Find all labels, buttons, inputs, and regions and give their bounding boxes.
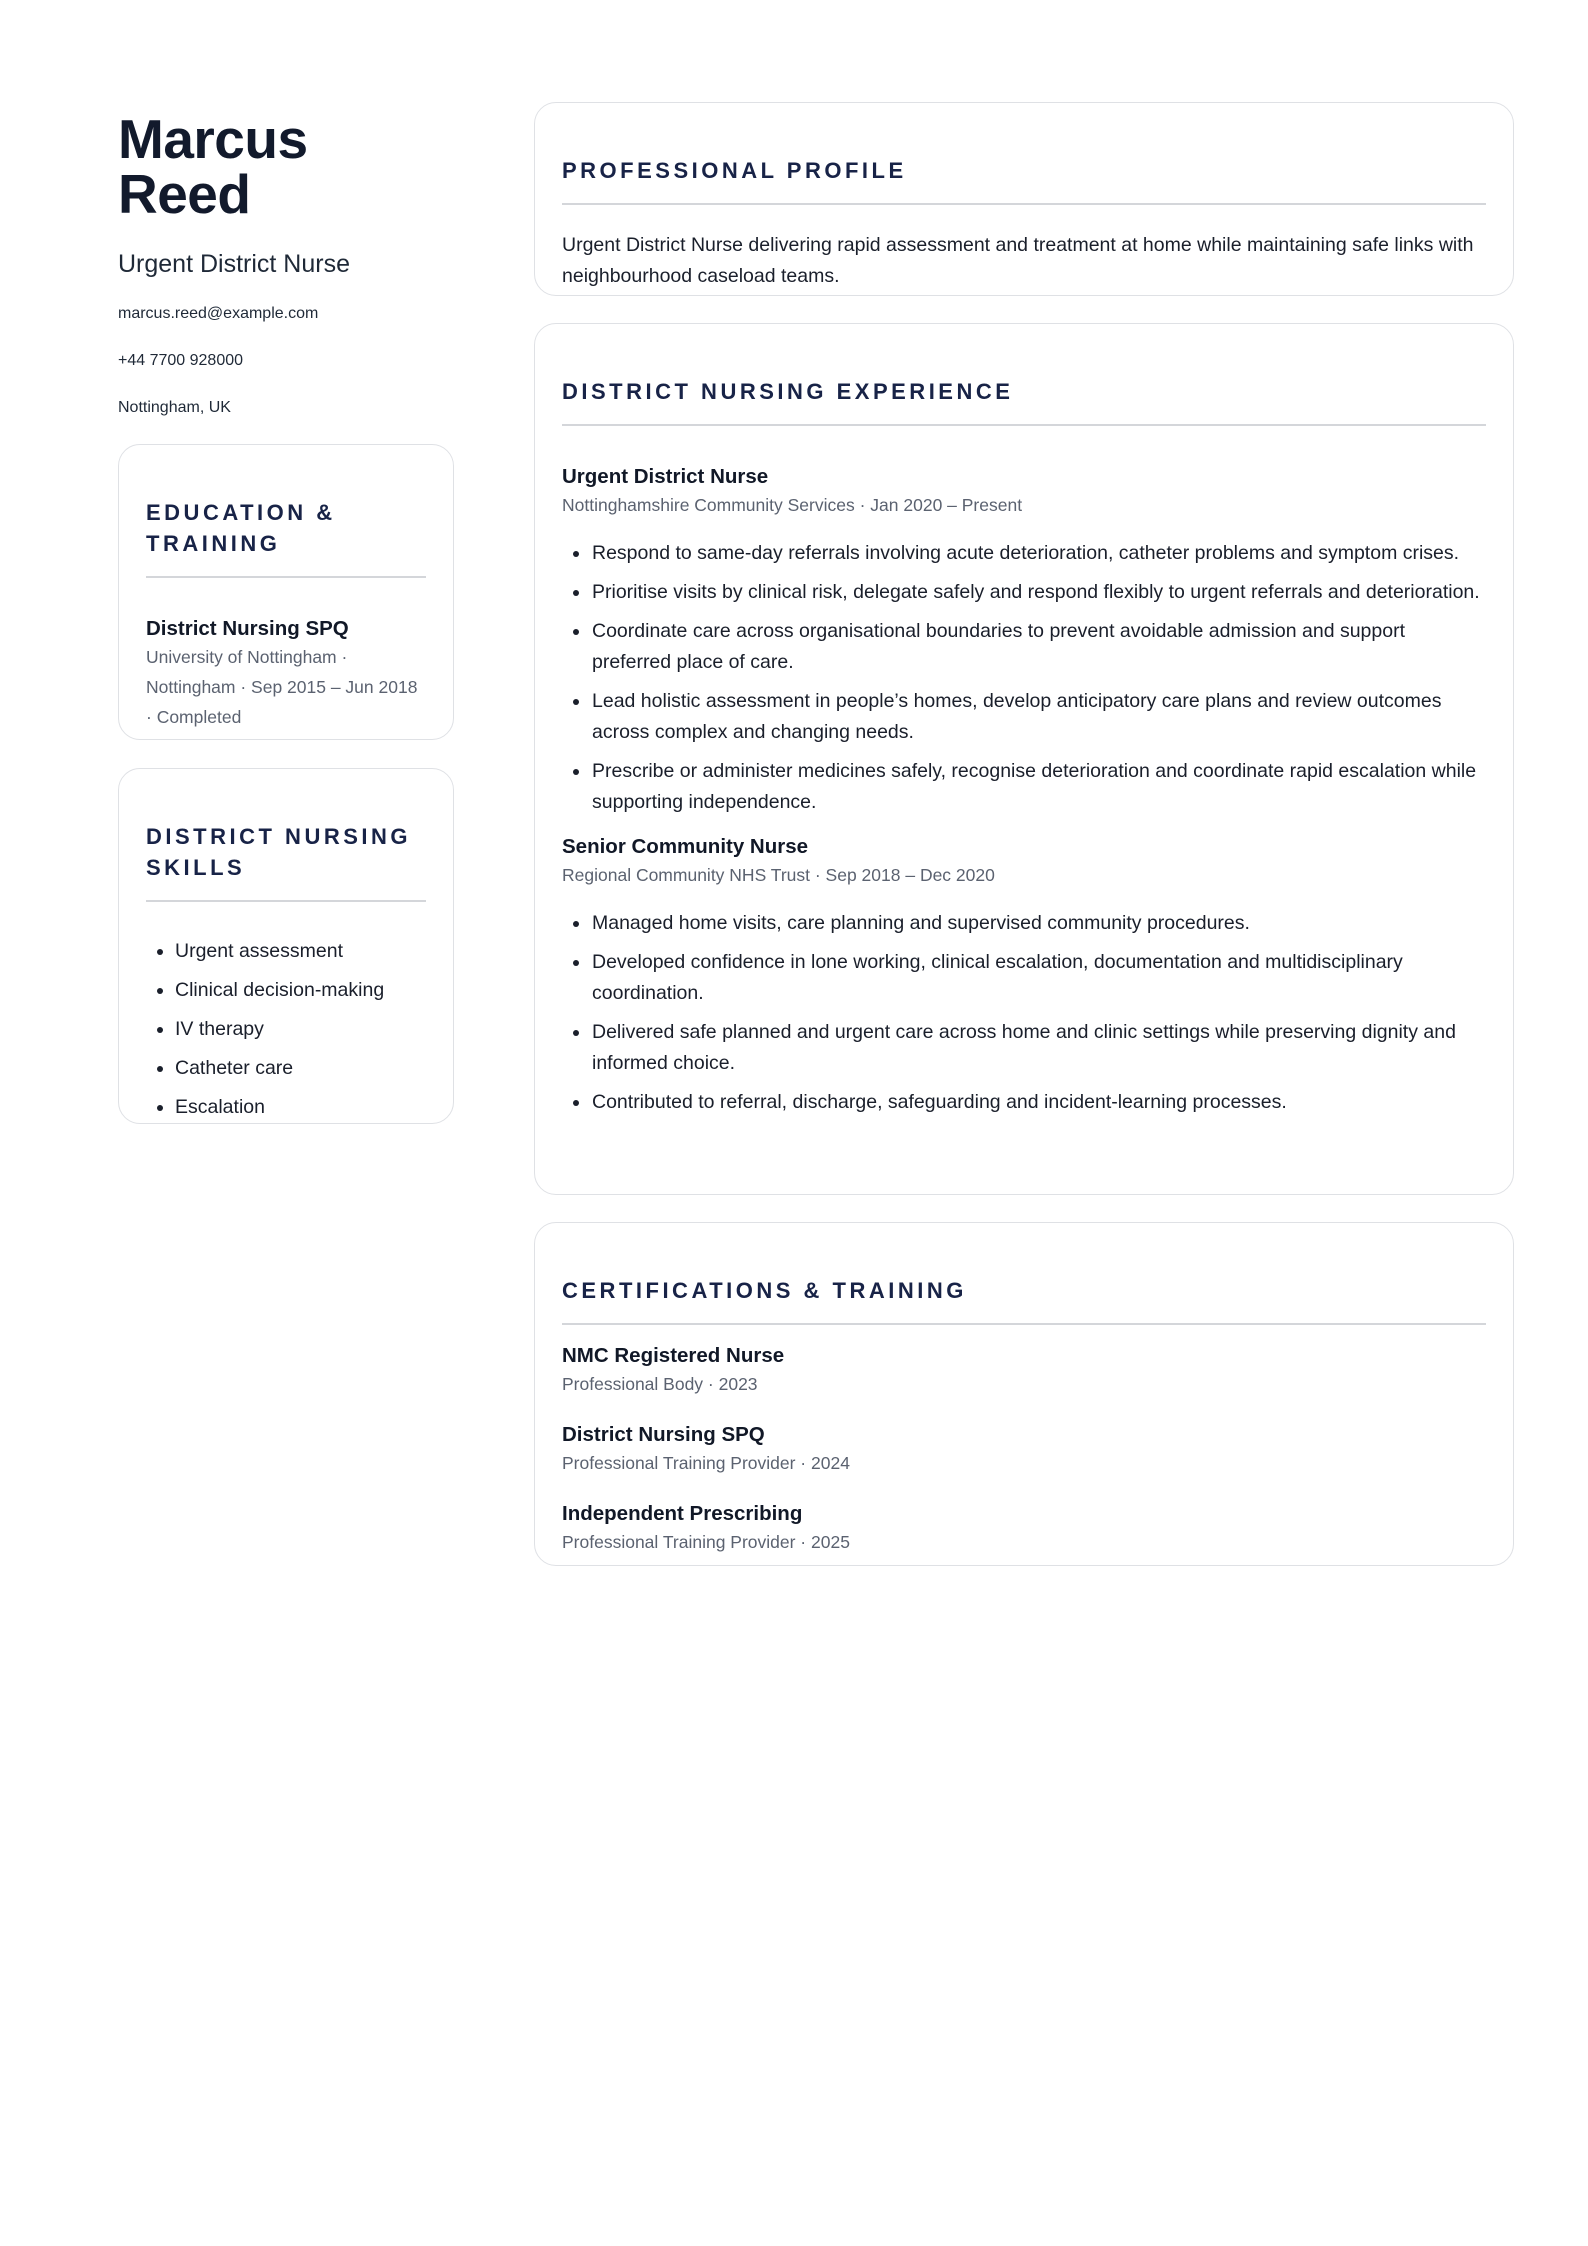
section-divider	[562, 424, 1486, 426]
skill-item: • IV therapy	[175, 1014, 426, 1045]
person-name: Marcus Reed	[118, 108, 308, 225]
location-text: Nottingham, UK	[118, 399, 231, 416]
certification-meta: Professional Training Provider · 2025	[562, 1532, 850, 1552]
section-divider	[562, 1323, 1486, 1325]
job-bullet: • Coordinate care across organisational boundaries to prevent avoidable admission and support preferred place of care.	[591, 616, 1486, 678]
experience-heading: DISTRICT NURSING EXPERIENCE	[562, 379, 1014, 404]
skill-item: • Urgent assessment	[175, 936, 426, 967]
job-title: Urgent District Nurse	[562, 465, 769, 488]
phone-text: +44 7700 928000	[118, 352, 244, 369]
skills-list	[146, 936, 426, 1123]
certification-item	[562, 1422, 1486, 1478]
skill-item: • Escalation	[175, 1092, 426, 1123]
job-title: Senior Community Nurse	[562, 835, 809, 858]
job-title: Urgent District Nurse	[118, 250, 350, 278]
job-bullets	[562, 538, 1486, 818]
job-meta: Regional Community NHS Trust · Sep 2018 – Dec 2020	[562, 865, 995, 885]
certification-meta: Professional Body · 2023	[562, 1374, 758, 1394]
job-meta: Nottinghamshire Community Services · Jan 2020 – Present	[562, 495, 1023, 515]
job-bullet: • Delivered safe planned and urgent care across home and clinic settings while preserving dignity and informed choice.	[591, 1017, 1486, 1079]
education-heading: EDUCATION & TRAINING	[146, 500, 336, 556]
skills-heading: DISTRICT NURSING SKILLS	[146, 824, 411, 880]
certification-item	[562, 1501, 1486, 1557]
job-entry	[562, 464, 1486, 818]
section-divider	[146, 576, 426, 578]
certifications-heading: CERTIFICATIONS & TRAINING	[562, 1278, 967, 1303]
profile-card	[534, 102, 1514, 296]
job-entry	[562, 834, 1486, 1118]
skill-item: • Catheter care	[175, 1053, 426, 1084]
education-title: District Nursing SPQ	[146, 617, 349, 640]
certification-title: NMC Registered Nurse	[562, 1344, 785, 1367]
section-divider	[146, 900, 426, 902]
certification-meta: Professional Training Provider · 2024	[562, 1453, 850, 1473]
education-entry	[146, 616, 426, 732]
certification-title: Independent Prescribing	[562, 1502, 803, 1525]
certification-title: District Nursing SPQ	[562, 1423, 765, 1446]
job-bullet: • Contributed to referral, discharge, safeguarding and incident-learning processes.	[591, 1087, 1486, 1118]
sidebar	[118, 100, 452, 446]
certification-item	[562, 1343, 1486, 1399]
education-card	[118, 444, 454, 740]
experience-card	[534, 323, 1514, 1195]
skills-card	[118, 768, 454, 1124]
job-bullet: • Managed home visits, care planning and supervised community procedures.	[591, 908, 1486, 939]
job-bullet: • Respond to same-day referrals involving acute deterioration, catheter problems and symptom crises.	[591, 538, 1486, 569]
certifications-card	[534, 1222, 1514, 1566]
email-text: marcus.reed@example.com	[118, 305, 319, 322]
job-bullet: • Developed confidence in lone working, clinical escalation, documentation and multidisciplinary coordination.	[591, 947, 1486, 1009]
job-bullet: • Prescribe or administer medicines safely, recognise deterioration and coordinate rapid escalation while supporting independence.	[591, 756, 1486, 818]
contact-info	[118, 305, 452, 446]
certifications-list	[562, 1343, 1486, 1557]
education-meta: University of Nottingham · Nottingham · Sep 2015 – Jun 2018 · Completed	[146, 647, 418, 727]
section-divider	[562, 203, 1486, 205]
profile-summary: Urgent District Nurse delivering rapid assessment and treatment at home while maintaining safe links with neighbourhood caseload teams.	[562, 234, 1474, 287]
profile-heading: PROFESSIONAL PROFILE	[562, 158, 907, 183]
job-bullet: • Prioritise visits by clinical risk, delegate safely and respond flexibly to urgent referrals and deterioration.	[591, 577, 1486, 608]
skill-item: • Clinical decision-making	[175, 975, 426, 1006]
job-bullet: • Lead holistic assessment in people’s homes, develop anticipatory care plans and review outcomes across complex and changing needs.	[591, 686, 1486, 748]
job-bullets	[562, 908, 1486, 1118]
